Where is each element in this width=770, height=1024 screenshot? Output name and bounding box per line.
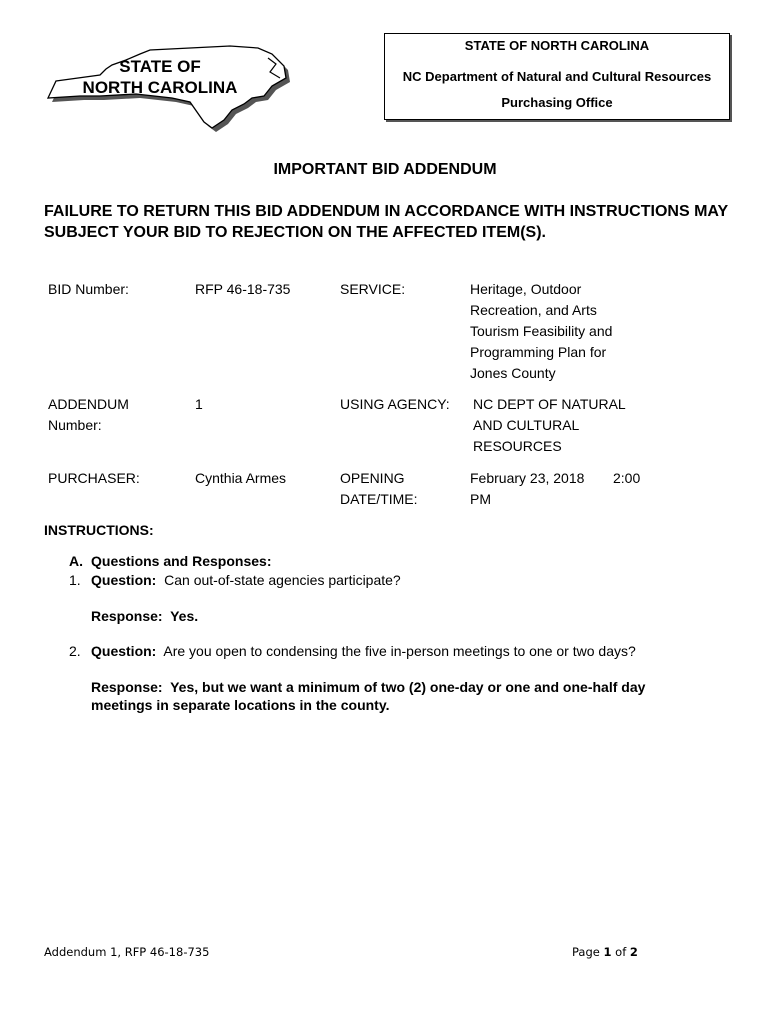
response-1 <box>91 607 198 625</box>
addendum-label-line: Number: <box>48 417 102 433</box>
page-total: 2 <box>629 945 638 959</box>
logo-text <box>40 56 280 98</box>
purchaser-label: PURCHASER: <box>48 470 140 486</box>
bid-number-label: BID Number: <box>48 281 129 297</box>
section-letter: A. <box>69 553 83 569</box>
addendum-label-line: ADDENDUM <box>48 396 129 412</box>
page-of: of <box>615 945 627 959</box>
header-department: NC Department of Natural and Cultural Resources <box>402 69 712 84</box>
warning-text: FAILURE TO RETURN THIS BID ADDENDUM IN ACCORDANCE WITH INSTRUCTIONS MAY SUBJECT YOUR BID TO REJECTION ON THE AFFECTED ITEM(S). <box>44 203 728 241</box>
service-value <box>470 279 612 384</box>
response-text-line2: meetings in separate locations in the county. <box>91 697 390 713</box>
opening-time: 2:00 <box>613 470 641 486</box>
header-office: Purchasing Office <box>501 95 613 110</box>
addendum-value: 1 <box>195 396 203 412</box>
instructions-heading: INSTRUCTIONS: <box>44 522 154 538</box>
response-label: Response: <box>91 679 163 695</box>
service-line: Recreation, and Arts <box>470 302 597 318</box>
logo-line-1: STATE OF <box>119 57 201 76</box>
question-2 <box>91 642 636 660</box>
header-state: STATE OF NORTH CAROLINA <box>464 38 650 53</box>
question-label: Question: <box>91 572 157 588</box>
opening-time-suffix: PM <box>470 491 491 507</box>
service-line: Jones County <box>470 365 556 381</box>
service-line: Tourism Feasibility and <box>470 323 613 339</box>
opening-label-line: OPENING <box>340 470 405 486</box>
page-number <box>572 945 638 959</box>
nc-state-logo <box>40 42 300 132</box>
page-current: 1 <box>603 945 612 959</box>
response-text-line1: Yes, but we want a minimum of two (2) one-day or one and one-half day <box>170 679 646 695</box>
opening-label-line: DATE/TIME: <box>340 491 418 507</box>
service-line: Heritage, Outdoor <box>470 281 582 297</box>
question-text: Can out-of-state agencies participate? <box>164 572 401 588</box>
purchaser-value: Cynthia Armes <box>195 470 287 486</box>
logo-line-2: NORTH CAROLINA <box>82 78 238 97</box>
agency-label: USING AGENCY: <box>340 396 450 412</box>
question-1 <box>91 571 401 589</box>
response-label: Response: <box>91 608 163 624</box>
question-number: 2. <box>69 643 81 659</box>
bid-number-value: RFP 46-18-735 <box>195 281 291 297</box>
addendum-label <box>48 394 129 436</box>
section-title: Questions and Responses: <box>91 553 272 569</box>
footer-left: Addendum 1, RFP 46-18-735 <box>44 945 210 959</box>
service-label: SERVICE: <box>340 281 406 297</box>
page-title: IMPORTANT BID ADDENDUM <box>273 161 497 178</box>
question-number: 1. <box>69 572 81 588</box>
response-text: Yes. <box>170 608 199 624</box>
page-word: Page <box>572 945 600 959</box>
service-line: Programming Plan for <box>470 344 607 360</box>
agency-value <box>473 394 626 457</box>
agency-line: AND CULTURAL <box>473 417 580 433</box>
opening-label <box>340 468 418 510</box>
opening-date: February 23, 2018 <box>470 470 585 486</box>
agency-line: NC DEPT OF NATURAL <box>473 396 626 412</box>
question-text: Are you open to condensing the five in-person meetings to one or two days? <box>163 643 636 659</box>
question-label: Question: <box>91 643 157 659</box>
response-2 <box>91 678 731 714</box>
agency-header-box <box>384 33 730 120</box>
agency-line: RESOURCES <box>473 438 562 454</box>
